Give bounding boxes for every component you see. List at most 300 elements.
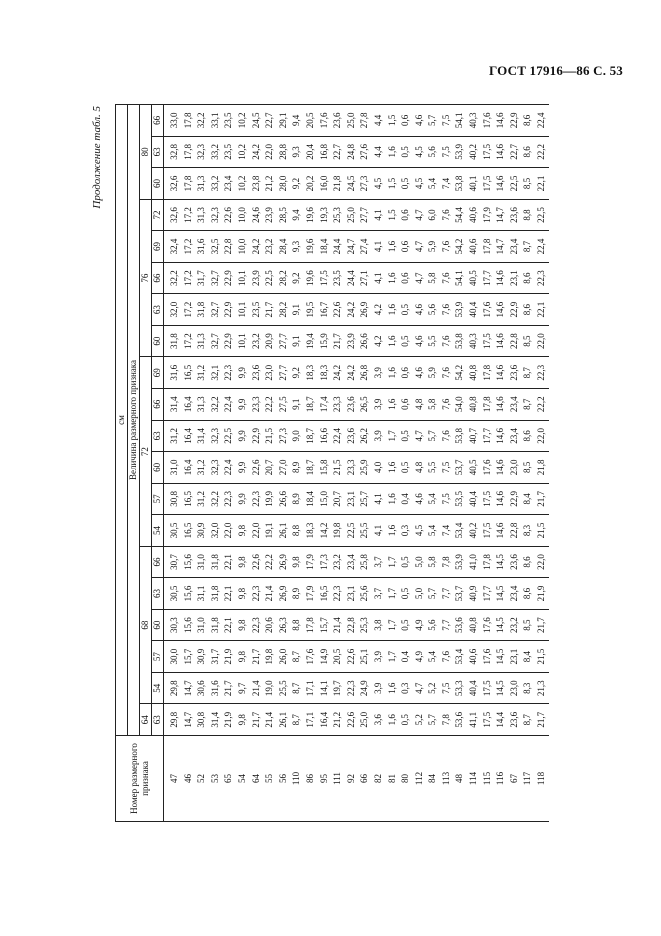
table-cell: 32,2 [209,388,223,420]
table-cell: 3,9 [372,357,386,389]
table-cell: 17,5 [481,515,495,547]
table-cell: 23,8 [250,168,264,200]
table-cell: 8,5 [521,325,535,357]
table-cell: 24,2 [345,294,359,326]
group-header: 80 [140,105,152,200]
table-cell: 21,7 [250,641,264,673]
row-number: 53 [209,736,223,822]
table-cell: 1,6 [386,483,400,515]
table-cell: 17,9 [304,546,318,578]
table-cell: 31,4 [195,420,209,452]
table-cell: 40,6 [467,231,481,263]
table-cell: 21,8 [535,452,549,484]
table-cell: 1,6 [386,452,400,484]
table-cell: 21,9 [535,578,549,610]
table-cell: 22,5 [508,168,522,200]
table-cell: 17,5 [481,168,495,200]
table-cell: 14,6 [494,452,508,484]
table-cell: 7,6 [440,294,454,326]
table-cell: 9,3 [290,231,304,263]
table-cell: 5,5 [426,452,440,484]
table-cell: 22,1 [535,294,549,326]
row-number: 86 [304,736,318,822]
row-number: 55 [263,736,277,822]
table-cell: 16,4 [182,420,196,452]
table-cell: 22,3 [222,357,236,389]
column-header: 60 [152,325,164,357]
table-cell: 22,5 [263,262,277,294]
table-cell: 31,6 [195,231,209,263]
table-cell: 31,2 [164,420,182,452]
table-cell: 20,2 [304,168,318,200]
table-cell: 22,4 [535,231,549,263]
table-cell: 17,3 [318,546,332,578]
table-cell: 22,5 [345,515,359,547]
table-cell: 22,0 [250,515,264,547]
table-cell: 8,5 [521,168,535,200]
table-cell: 31,8 [164,325,182,357]
table-cell: 21,5 [263,420,277,452]
row-number: 67 [508,736,522,822]
row-number: 80 [399,736,413,822]
column-header: 54 [152,515,164,547]
table-cell: 54,4 [453,199,467,231]
table-cell: 14,2 [318,515,332,547]
table-cell: 31,0 [195,609,209,641]
table-cell: 8,7 [521,357,535,389]
table-cell: 22,2 [263,546,277,578]
table-cell: 27,7 [358,199,372,231]
table-cell: 21,2 [331,704,345,736]
table-cell: 53,9 [453,546,467,578]
table-cell: 4,6 [413,325,427,357]
table-cell: 15,8 [318,452,332,484]
table-cell: 22,6 [250,452,264,484]
table-cell: 1,7 [386,546,400,578]
column-header: 72 [152,199,164,231]
table-cell: 4,1 [372,515,386,547]
table-cell: 40,4 [467,672,481,704]
table-row [521,105,535,822]
table-cell: 9,8 [236,578,250,610]
table-cell: 17,6 [481,105,495,137]
table-cell: 31,3 [195,199,209,231]
table-cell: 5,6 [426,294,440,326]
table-cell: 31,2 [195,483,209,515]
table-cell: 22,2 [263,388,277,420]
table-cell: 17,2 [182,325,196,357]
table-cell: 23,6 [331,105,345,137]
table-cell: 18,7 [304,388,318,420]
table-cell: 3,9 [372,388,386,420]
table-cell: 8,6 [521,294,535,326]
table-cell: 26,5 [358,388,372,420]
table-cell: 21,3 [535,672,549,704]
table-cell: 24,2 [331,357,345,389]
table-cell: 22,7 [263,105,277,137]
table-cell: 17,8 [481,546,495,578]
table-cell: 31,4 [209,704,223,736]
table-cell: 21,4 [331,609,345,641]
table-cell: 31,6 [164,357,182,389]
table-cell: 17,7 [481,262,495,294]
table-cell: 10,2 [236,136,250,168]
row-number: 92 [345,736,359,822]
row-number: 56 [277,736,291,822]
table-cell: 54,1 [453,105,467,137]
table-cell: 17,6 [304,641,318,673]
column-header: 57 [152,641,164,673]
table-cell: 41,1 [467,704,481,736]
table-cell: 4,7 [413,231,427,263]
table-cell: 31,0 [164,452,182,484]
rotated-table-block [91,104,603,822]
table-cell: 27,4 [358,231,372,263]
table-cell: 32,8 [164,136,182,168]
table-cell: 7,6 [440,325,454,357]
table-cell: 8,9 [290,483,304,515]
page-header: ГОСТ 17916—86 С. 53 [489,63,623,78]
table-cell: 9,8 [236,641,250,673]
table-cell: 24,6 [250,199,264,231]
table-cell: 9,3 [290,136,304,168]
row-number: 110 [290,736,304,822]
table-cell: 23,1 [345,483,359,515]
table-cell: 21,4 [263,704,277,736]
table-cell: 22,6 [331,294,345,326]
table-cell: 5,7 [426,578,440,610]
table-cell: 17,5 [481,325,495,357]
table-row [494,105,508,822]
row-number: 95 [318,736,332,822]
table-cell: 14,1 [318,672,332,704]
table-cell: 18,4 [304,483,318,515]
table-cell: 0,6 [399,199,413,231]
table-cell: 28,5 [277,199,291,231]
table-cell: 54,1 [453,262,467,294]
table-cell: 22,3 [250,578,264,610]
row-number: 113 [440,736,454,822]
table-cell: 20,6 [263,609,277,641]
table-cell: 26,9 [358,294,372,326]
table-cell: 25,1 [358,641,372,673]
row-number: 54 [236,736,250,822]
table-cell: 14,9 [318,641,332,673]
table-cell: 22,2 [535,136,549,168]
row-number: 65 [222,736,236,822]
table-cell: 1,6 [386,515,400,547]
table-cell: 29,1 [277,105,291,137]
table-cell: 17,2 [182,262,196,294]
row-number: 84 [426,736,440,822]
table-cell: 16,4 [182,388,196,420]
table-cell: 15,7 [318,609,332,641]
table-cell: 32,5 [209,231,223,263]
table-row [304,105,318,822]
table-cell: 14,5 [494,546,508,578]
table-cell: 19,5 [304,294,318,326]
table-row [318,105,332,822]
table-cell: 10,1 [236,262,250,294]
table-cell: 54,2 [453,357,467,389]
table-cell: 15,7 [182,641,196,673]
column-header: 63 [152,704,164,736]
table-cell: 53,8 [453,420,467,452]
table-cell: 1,6 [386,136,400,168]
table-cell: 0,5 [399,420,413,452]
table-cell: 32,4 [164,231,182,263]
table-cell: 15,9 [318,325,332,357]
table-cell: 7,6 [440,231,454,263]
row-number: 52 [195,736,209,822]
table-cell: 32,1 [209,357,223,389]
table-cell: 32,2 [195,105,209,137]
table-cell: 29,8 [164,704,182,736]
table-cell: 8,8 [290,515,304,547]
table-cell: 26,1 [277,704,291,736]
table-cell: 53,9 [453,136,467,168]
table-cell: 8,6 [521,105,535,137]
table-cell: 4,1 [372,199,386,231]
table-cell: 23,6 [345,388,359,420]
table-row [277,105,291,822]
table-cell: 22,1 [222,609,236,641]
table-cell: 31,0 [195,546,209,578]
table-cell: 32,7 [209,262,223,294]
table-cell: 10,0 [236,231,250,263]
table-cell: 8,6 [521,420,535,452]
table-cell: 5,5 [426,325,440,357]
table-cell: 31,4 [164,388,182,420]
table-cell: 22,5 [222,420,236,452]
table-cell: 30,9 [195,515,209,547]
table-cell: 40,9 [467,578,481,610]
table-cell: 8,8 [290,609,304,641]
table-cell: 22,8 [508,325,522,357]
table-cell: 0,6 [399,388,413,420]
table-cell: 14,5 [494,641,508,673]
table-cell: 14,7 [494,231,508,263]
table-cell: 4,7 [413,262,427,294]
table-cell: 32,6 [164,199,182,231]
table-cell: 4,4 [372,105,386,137]
table-row [467,105,481,822]
table-cell: 22,0 [535,546,549,578]
table-cell: 30,5 [164,578,182,610]
table-cell: 33,2 [209,136,223,168]
table-cell: 20,5 [331,641,345,673]
table-cell: 22,6 [345,641,359,673]
table-cell: 19,3 [318,199,332,231]
row-header-label: Номер размерного признака [116,736,164,822]
sub-header-row [152,105,164,822]
table-cell: 15,6 [182,609,196,641]
table-cell: 21,7 [535,483,549,515]
table-cell: 18,3 [304,515,318,547]
table-cell: 22,3 [331,578,345,610]
table-cell: 25,0 [358,704,372,736]
table-cell: 32,7 [209,325,223,357]
table-cell: 4,2 [372,325,386,357]
table-cell: 23,5 [331,262,345,294]
table-cell: 17,8 [481,231,495,263]
table-cell: 22,0 [535,325,549,357]
table-cell: 9,8 [236,704,250,736]
table-cell: 9,8 [236,609,250,641]
table-cell: 22,9 [508,294,522,326]
group-header: 64 [140,704,152,736]
table-cell: 23,6 [345,420,359,452]
table-cell: 0,3 [399,672,413,704]
table-cell: 17,1 [304,704,318,736]
table-cell: 18,7 [304,452,318,484]
table-cell: 26,9 [277,546,291,578]
table-cell: 0,5 [399,136,413,168]
table-cell: 30,8 [195,704,209,736]
table-cell: 7,6 [440,199,454,231]
table-cell: 22,0 [222,515,236,547]
row-number: 115 [481,736,495,822]
table-cell: 40,3 [467,105,481,137]
column-header: 57 [152,483,164,515]
table-cell: 7,4 [440,168,454,200]
table-cell: 22,8 [345,609,359,641]
table-cell: 17,7 [481,420,495,452]
table-cell: 3,8 [372,609,386,641]
table-cell: 17,8 [182,136,196,168]
table-cell: 17,8 [481,388,495,420]
table-cell: 0,5 [399,452,413,484]
table-cell: 22,9 [222,325,236,357]
table-cell: 4,0 [372,452,386,484]
table-cell: 23,9 [263,199,277,231]
table-cell: 40,6 [467,199,481,231]
table-row [413,105,427,822]
table-cell: 7,6 [440,357,454,389]
table-cell: 22,4 [331,420,345,452]
table-cell: 1,6 [386,231,400,263]
table-cell: 31,3 [195,388,209,420]
table-row [453,105,467,822]
table-cell: 24,5 [345,168,359,200]
table-cell: 5,4 [426,641,440,673]
table-cell: 28,0 [277,168,291,200]
table-cell: 27,8 [358,105,372,137]
table-cell: 40,2 [467,515,481,547]
table-cell: 16,8 [318,136,332,168]
table-cell: 16,4 [182,452,196,484]
table-cell: 22,0 [263,136,277,168]
table-cell: 14,5 [494,609,508,641]
column-header: 63 [152,578,164,610]
table-row [263,105,277,822]
table-cell: 0,5 [399,578,413,610]
table-cell: 15,6 [182,578,196,610]
table-cell: 21,7 [263,294,277,326]
table-cell: 53,6 [453,609,467,641]
table-cell: 33,1 [209,105,223,137]
table-cell: 20,5 [304,105,318,137]
table-cell: 23,3 [345,452,359,484]
table-cell: 26,8 [358,357,372,389]
table-cell: 23,5 [250,294,264,326]
table-body [164,105,549,822]
table-cell: 19,8 [263,641,277,673]
table-cell: 22,2 [535,388,549,420]
table-cell: 8,7 [521,388,535,420]
table-cell: 4,4 [372,136,386,168]
table-cell: 31,2 [195,357,209,389]
table-cell: 19,6 [304,199,318,231]
unit-label: см [116,105,128,736]
table-cell: 24,4 [345,262,359,294]
table-cell: 1,7 [386,609,400,641]
table-cell: 14,6 [494,483,508,515]
table-cell: 1,7 [386,578,400,610]
table-cell: 32,3 [209,420,223,452]
table-cell: 24,2 [250,136,264,168]
table-cell: 21,7 [331,325,345,357]
table-cell: 9,4 [290,105,304,137]
table-cell: 8,4 [521,483,535,515]
table-cell: 32,0 [164,294,182,326]
table-cell: 22,7 [331,136,345,168]
table-cell: 14,6 [494,357,508,389]
table-cell: 4,8 [413,452,427,484]
table-cell: 26,6 [277,483,291,515]
table-cell: 29,8 [164,672,182,704]
table-cell: 31,8 [195,294,209,326]
table-cell: 53,3 [453,672,467,704]
table-cell: 26,1 [277,515,291,547]
table-cell: 0,6 [399,357,413,389]
table-cell: 23,3 [250,388,264,420]
table-cell: 0,5 [399,294,413,326]
table-cell: 0,4 [399,641,413,673]
table-cell: 32,0 [209,515,223,547]
table-cell: 4,6 [413,294,427,326]
table-cell: 4,8 [413,388,427,420]
table-cell: 17,4 [318,388,332,420]
table-cell: 27,7 [277,357,291,389]
table-cell: 4,7 [413,420,427,452]
table-cell: 14,6 [494,294,508,326]
table-row [250,105,264,822]
table-cell: 1,6 [386,294,400,326]
table-cell: 14,7 [182,704,196,736]
table-cell: 14,6 [494,388,508,420]
column-header: 60 [152,609,164,641]
table-cell: 22,9 [508,483,522,515]
table-cell: 7,7 [440,609,454,641]
table-cell: 23,2 [263,231,277,263]
table-cell: 8,6 [521,546,535,578]
table-cell: 10,2 [236,105,250,137]
table-cell: 40,4 [467,294,481,326]
table-cell: 4,2 [372,294,386,326]
table-cell: 17,8 [182,168,196,200]
table-cell: 7,6 [440,420,454,452]
table-cell: 25,5 [277,672,291,704]
table-cell: 19,6 [304,262,318,294]
table-cell: 53,4 [453,641,467,673]
table-cell: 5,7 [426,704,440,736]
table-cell: 23,3 [331,388,345,420]
table-cell: 53,8 [453,325,467,357]
table-cell: 31,8 [209,578,223,610]
table-cell: 19,7 [331,672,345,704]
table-cell: 4,6 [413,483,427,515]
